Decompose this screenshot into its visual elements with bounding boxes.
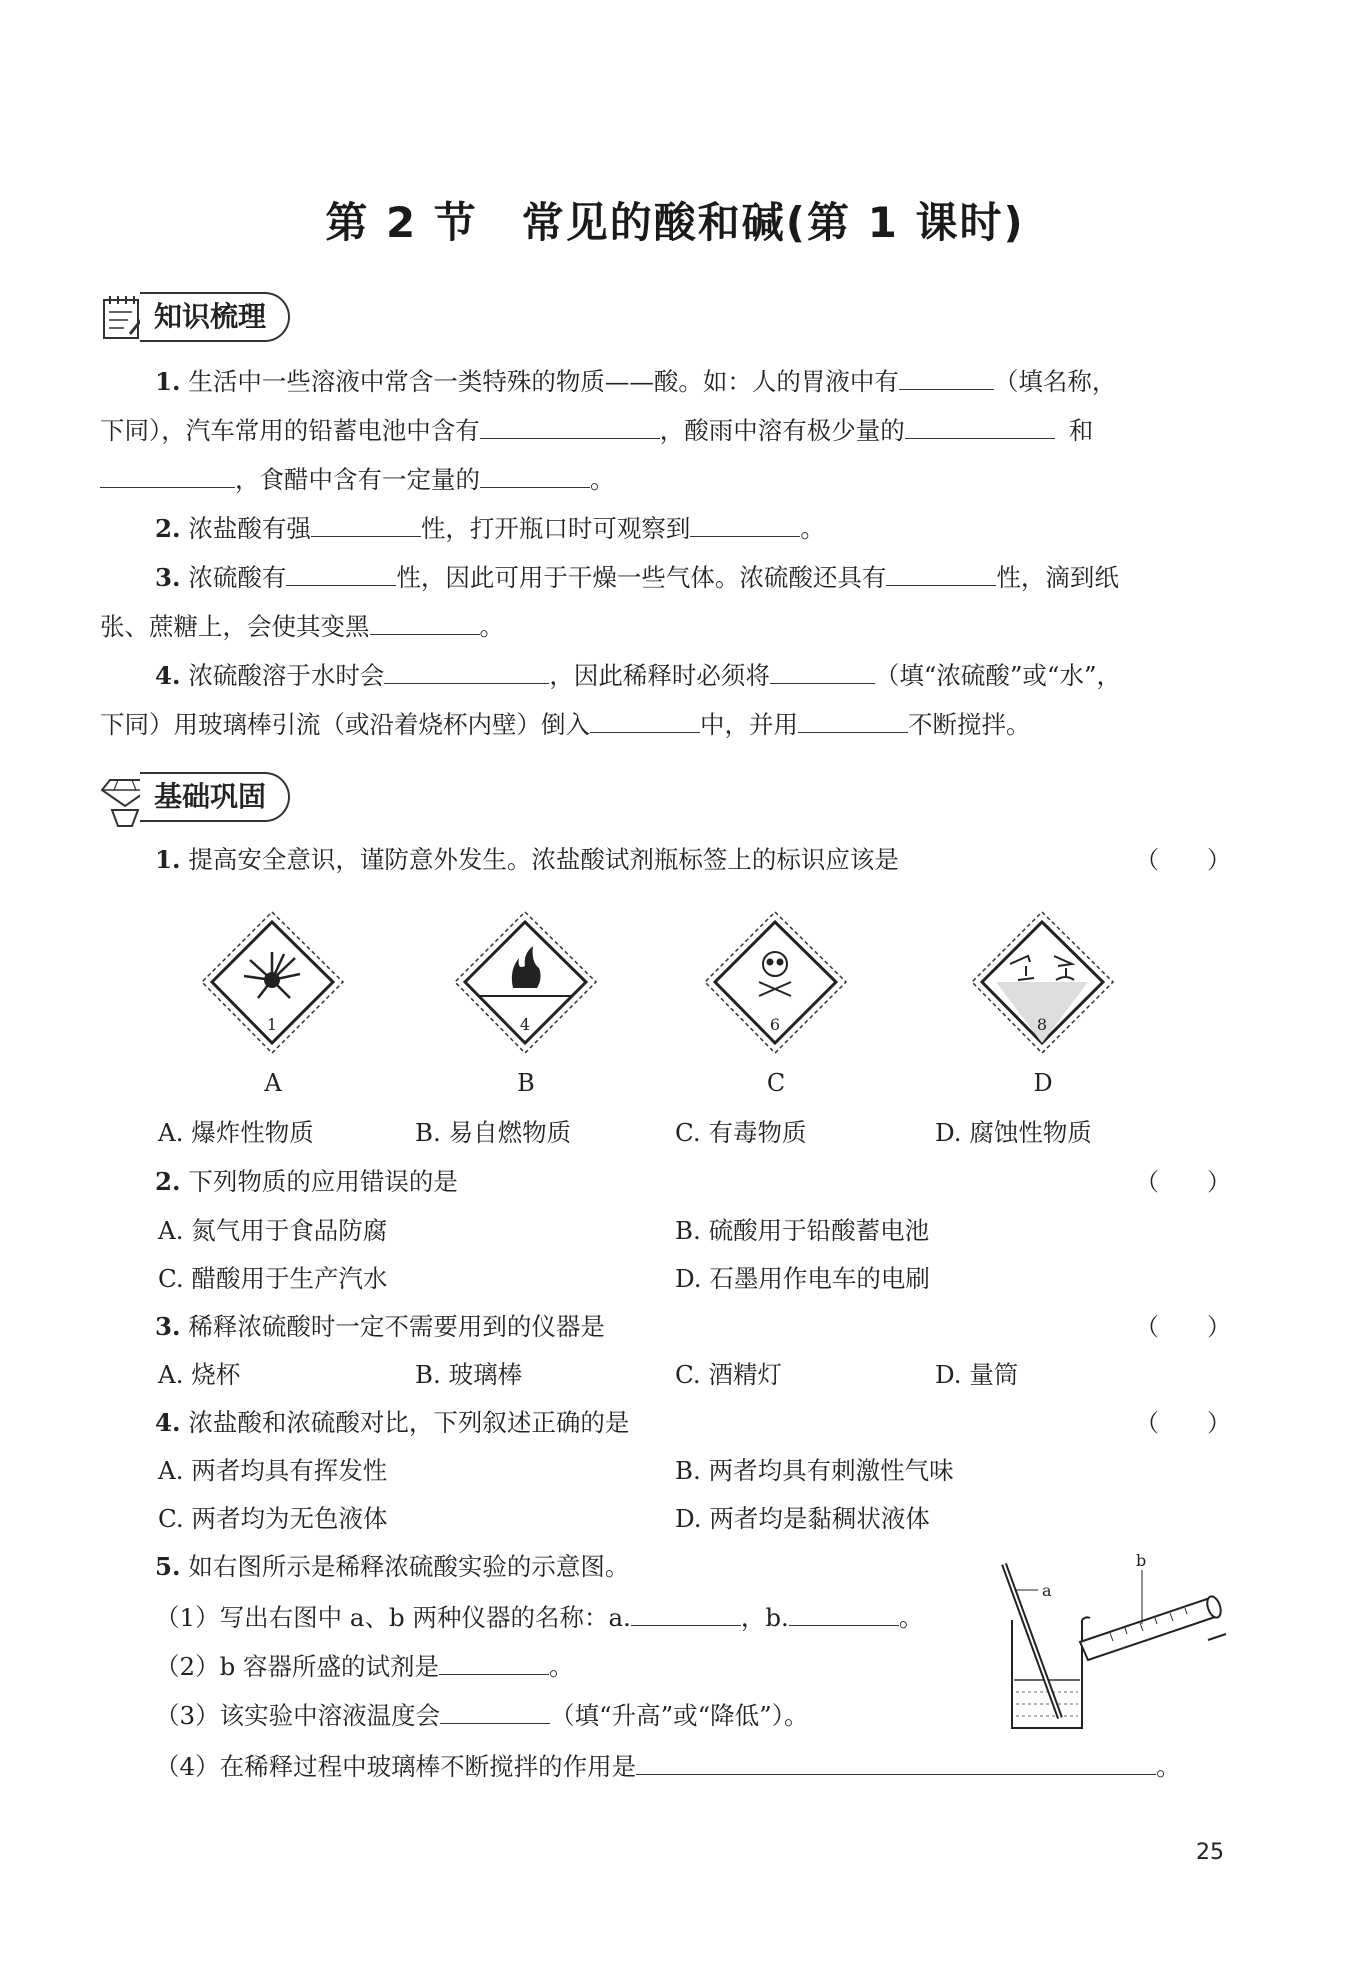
answer-parentheses[interactable]: （ ） bbox=[1135, 1168, 1231, 1196]
hazard-class-number: 1 bbox=[266, 1015, 278, 1034]
option-d[interactable]: D. 量筒 bbox=[935, 1360, 1019, 1389]
option-c[interactable]: C. 有毒物质 bbox=[675, 1118, 807, 1147]
label-a: a bbox=[1042, 1581, 1052, 1600]
corrosive-hazard-sign bbox=[970, 910, 1115, 1055]
toxic-hazard-sign bbox=[703, 910, 848, 1055]
question-2-stem: 2. 下列物质的应用错误的是 bbox=[155, 1167, 458, 1196]
option-a[interactable]: A. 氮气用于食品防腐 bbox=[158, 1216, 388, 1245]
question-4-stem: 4. 浓盐酸和浓硫酸对比，下列叙述正确的是 bbox=[155, 1408, 630, 1437]
page-title: 第 2 节 常见的酸和碱(第 1 课时) bbox=[325, 198, 1025, 247]
question-1-stem: 1. 提高安全意识，谨防意外发生。浓盐酸试剂瓶标签上的标识应该是 bbox=[155, 845, 899, 874]
answer-blank[interactable] bbox=[590, 708, 700, 733]
sub-question-1: （1）写出右图中 a、b 两种仪器的名称：a. ，b. 。 bbox=[155, 1603, 924, 1632]
option-a[interactable]: A. 爆炸性物质 bbox=[158, 1118, 314, 1147]
answer-blank[interactable] bbox=[286, 561, 396, 586]
option-c[interactable]: C. 两者均为无色液体 bbox=[158, 1504, 388, 1533]
question-5-stem: 5. 如右图所示是稀释浓硫酸实验的示意图。 bbox=[155, 1552, 630, 1581]
hazard-class-number: 4 bbox=[519, 1015, 531, 1034]
answer-parentheses[interactable]: （ ） bbox=[1135, 1409, 1231, 1437]
symbol-label-c: C bbox=[766, 1069, 786, 1097]
symbol-label-d: D bbox=[1033, 1069, 1053, 1097]
section-heading: 知识梳理 bbox=[140, 292, 290, 342]
section-header-knowledge bbox=[100, 292, 400, 342]
symbol-label-b: B bbox=[517, 1069, 535, 1097]
answer-blank[interactable] bbox=[384, 659, 549, 684]
fill-line-8: 下同）用玻璃棒引流（或沿着烧杯内壁）倒入 中，并用 不断搅拌。 bbox=[100, 710, 1031, 739]
answer-blank[interactable] bbox=[439, 1650, 549, 1675]
section-heading: 基础巩固 bbox=[140, 772, 290, 822]
option-a[interactable]: A. 烧杯 bbox=[158, 1360, 241, 1389]
fill-line-5: 3. 浓硫酸有 性，因此可用于干燥一些气体。浓硫酸还具有 性，滴到纸 bbox=[155, 563, 1119, 592]
answer-blank[interactable] bbox=[480, 463, 590, 488]
option-b[interactable]: B. 硫酸用于铅酸蓄电池 bbox=[675, 1216, 930, 1245]
label-b: b bbox=[1136, 1551, 1147, 1570]
answer-parentheses[interactable]: （ ） bbox=[1135, 846, 1231, 874]
option-c[interactable]: C. 醋酸用于生产汽水 bbox=[158, 1264, 388, 1293]
fill-line-4: 2. 浓盐酸有强 性，打开瓶口时可观察到 。 bbox=[155, 514, 825, 543]
option-c[interactable]: C. 酒精灯 bbox=[675, 1360, 782, 1389]
answer-blank[interactable] bbox=[789, 1601, 899, 1626]
explosive-hazard-sign bbox=[200, 910, 345, 1055]
page-number: 25 bbox=[1196, 1840, 1224, 1865]
answer-blank[interactable] bbox=[886, 561, 996, 586]
beaker-icon bbox=[1012, 1617, 1090, 1728]
answer-parentheses[interactable]: （ ） bbox=[1135, 1313, 1231, 1341]
answer-blank[interactable] bbox=[311, 512, 421, 537]
symbol-label-a: A bbox=[264, 1069, 282, 1097]
hazard-class-number: 8 bbox=[1036, 1015, 1048, 1034]
hazard-class-number: 6 bbox=[769, 1015, 781, 1034]
option-b[interactable]: B. 易自燃物质 bbox=[415, 1118, 572, 1147]
answer-blank[interactable] bbox=[370, 610, 480, 635]
answer-blank[interactable] bbox=[905, 414, 1055, 439]
answer-blank[interactable] bbox=[770, 659, 875, 684]
option-a[interactable]: A. 两者均具有挥发性 bbox=[158, 1456, 388, 1485]
option-b[interactable]: B. 两者均具有刺激性气味 bbox=[675, 1456, 954, 1485]
option-b[interactable]: B. 玻璃棒 bbox=[415, 1360, 523, 1389]
option-d[interactable]: D. 石墨用作电车的电刷 bbox=[675, 1264, 930, 1293]
section-header-basics bbox=[100, 772, 400, 822]
fill-line-2: 下同），汽车常用的铅蓄电池中含有 ，酸雨中溶有极少量的 和 bbox=[100, 416, 1094, 445]
flammable-hazard-sign bbox=[453, 910, 598, 1055]
answer-blank[interactable] bbox=[899, 365, 994, 390]
question-3-stem: 3. 稀释浓硫酸时一定不需要用到的仪器是 bbox=[155, 1312, 605, 1341]
answer-blank[interactable] bbox=[440, 1699, 550, 1724]
graduated-cylinder-icon bbox=[1080, 1595, 1226, 1660]
dilution-diagram bbox=[990, 1550, 1230, 1735]
option-d[interactable]: D. 腐蚀性物质 bbox=[935, 1118, 1092, 1147]
fill-line-7: 4. 浓硫酸溶于水时会 ，因此稀释时必须将 （填“浓硫酸”或“水”， bbox=[155, 661, 1121, 690]
answer-blank[interactable] bbox=[631, 1601, 741, 1626]
fill-line-3: ，食醋中含有一定量的 。 bbox=[100, 463, 615, 495]
option-d[interactable]: D. 两者均是黏稠状液体 bbox=[675, 1504, 930, 1533]
answer-blank[interactable] bbox=[636, 1750, 1156, 1775]
sub-question-4: （4）在稀释过程中玻璃棒不断搅拌的作用是 。 bbox=[155, 1752, 1181, 1781]
answer-blank[interactable] bbox=[690, 512, 800, 537]
answer-blank[interactable] bbox=[798, 708, 908, 733]
fill-line-6: 张、蔗糖上，会使其变黑 。 bbox=[100, 612, 504, 641]
sub-question-2: （2）b 容器所盛的试剂是 。 bbox=[155, 1652, 574, 1681]
answer-blank[interactable] bbox=[480, 414, 660, 439]
answer-blank[interactable] bbox=[100, 463, 235, 488]
sub-question-3: （3）该实验中溶液温度会 （填“升高”或“降低”）。 bbox=[155, 1701, 809, 1730]
fill-line-1: 1. 生活中一些溶液中常含一类特殊的物质——酸。如：人的胃液中有 （填名称， bbox=[155, 367, 1117, 396]
